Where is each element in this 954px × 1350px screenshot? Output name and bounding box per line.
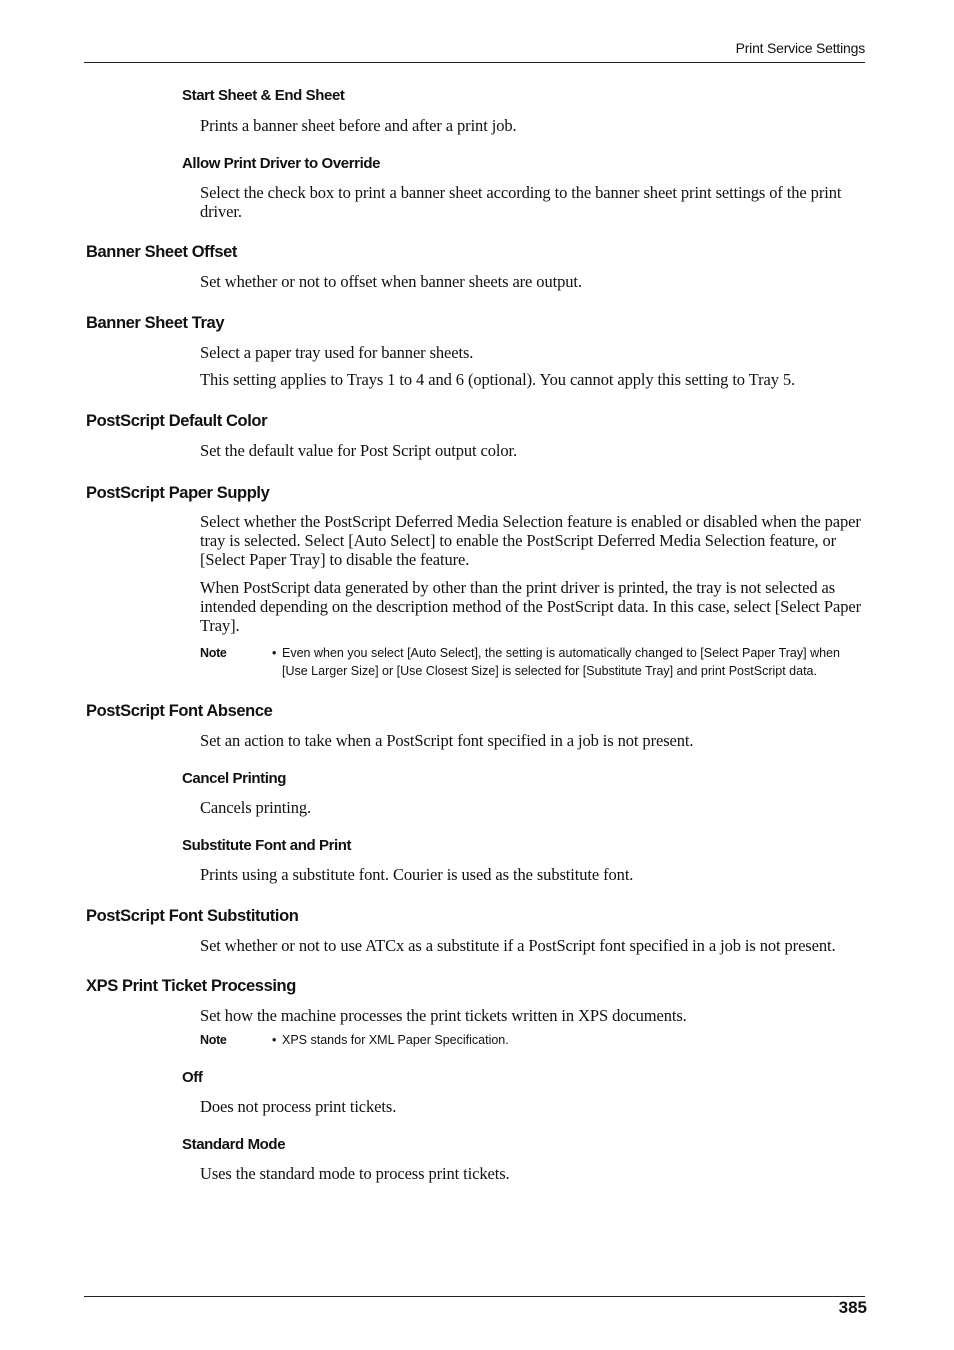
- heading-xps-print-ticket: XPS Print Ticket Processing: [86, 977, 296, 995]
- text-start-end-sheet: Prints a banner sheet before and after a print job.: [200, 116, 517, 135]
- heading-banner-sheet-tray: Banner Sheet Tray: [86, 314, 225, 332]
- heading-standard-mode: Standard Mode: [182, 1136, 286, 1153]
- text-ps-paper-supply-2: When PostScript data generated by other than the print driver is printed, the tray is not selected as intended depending on the description method of the PostScript data. In this case, select [Select Paper Tray].: [200, 578, 861, 635]
- note-ps-paper-supply: [200, 644, 868, 680]
- text-ps-font-substitution: Set whether or not to use ATCx as a substitute if a PostScript font specified in a job is not present.: [200, 936, 836, 955]
- bullet-icon: •: [272, 1033, 277, 1047]
- heading-substitute-font: Substitute Font and Print: [182, 837, 352, 854]
- text-banner-sheet-offset: Set whether or not to offset when banner sheets are output.: [200, 272, 582, 291]
- header-rule: [84, 62, 865, 63]
- note-body: [272, 644, 868, 680]
- text-substitute-font: Prints using a substitute font. Courier is used as the substitute font.: [200, 865, 634, 884]
- heading-allow-override: Allow Print Driver to Override: [182, 155, 381, 172]
- page-number: 385: [838, 1298, 867, 1317]
- text-ps-paper-supply-1: Select whether the PostScript Deferred Media Selection feature is enabled or disabled when the paper tray is selected. Select [Auto Select] to enable the PostScript Deferred Media Selection feature, or [Select Paper Tray] to disable the feature.: [200, 512, 861, 569]
- text-banner-sheet-tray-2: This setting applies to Trays 1 to 4 and 6 (optional). You cannot apply this setting to Tray 5.: [200, 370, 796, 389]
- page-content: [86, 84, 868, 1183]
- text-standard-mode: Uses the standard mode to process print tickets.: [200, 1164, 510, 1183]
- heading-start-end-sheet: Start Sheet & End Sheet: [182, 87, 345, 104]
- heading-off: Off: [182, 1069, 203, 1086]
- bullet-icon: •: [272, 646, 277, 660]
- note-text: Even when you select [Auto Select], the setting is automatically changed to [Select Paper Tray] when [Use Larger Size] or [Use Closest Size] is selected for [Substitute Tray] and print PostScript data.: [282, 646, 840, 678]
- note-body: [272, 1031, 868, 1049]
- heading-ps-font-absence: PostScript Font Absence: [86, 702, 273, 720]
- running-header: Print Service Settings: [735, 40, 865, 56]
- heading-ps-paper-supply: PostScript Paper Supply: [86, 484, 270, 502]
- text-xps-print-ticket: Set how the machine processes the print tickets written in XPS documents.: [200, 1006, 687, 1025]
- text-banner-sheet-tray-1: Select a paper tray used for banner sheets.: [200, 343, 474, 362]
- heading-banner-sheet-offset: Banner Sheet Offset: [86, 243, 238, 261]
- heading-cancel-printing: Cancel Printing: [182, 770, 287, 787]
- note-text: XPS stands for XML Paper Specification.: [282, 1033, 509, 1047]
- note-label: Note: [200, 1033, 227, 1047]
- heading-ps-font-substitution: PostScript Font Substitution: [86, 907, 299, 925]
- note-label: Note: [200, 646, 227, 660]
- footer-rule: [84, 1296, 865, 1297]
- heading-ps-default-color: PostScript Default Color: [86, 412, 268, 430]
- text-allow-override: Select the check box to print a banner sheet according to the banner sheet print settings of the print driver.: [200, 183, 842, 221]
- note-xps: [200, 1031, 868, 1049]
- text-ps-font-absence: Set an action to take when a PostScript font specified in a job is not present.: [200, 731, 694, 750]
- text-cancel-printing: Cancels printing.: [200, 798, 312, 817]
- text-off: Does not process print tickets.: [200, 1097, 397, 1116]
- text-ps-default-color: Set the default value for Post Script output color.: [200, 441, 518, 460]
